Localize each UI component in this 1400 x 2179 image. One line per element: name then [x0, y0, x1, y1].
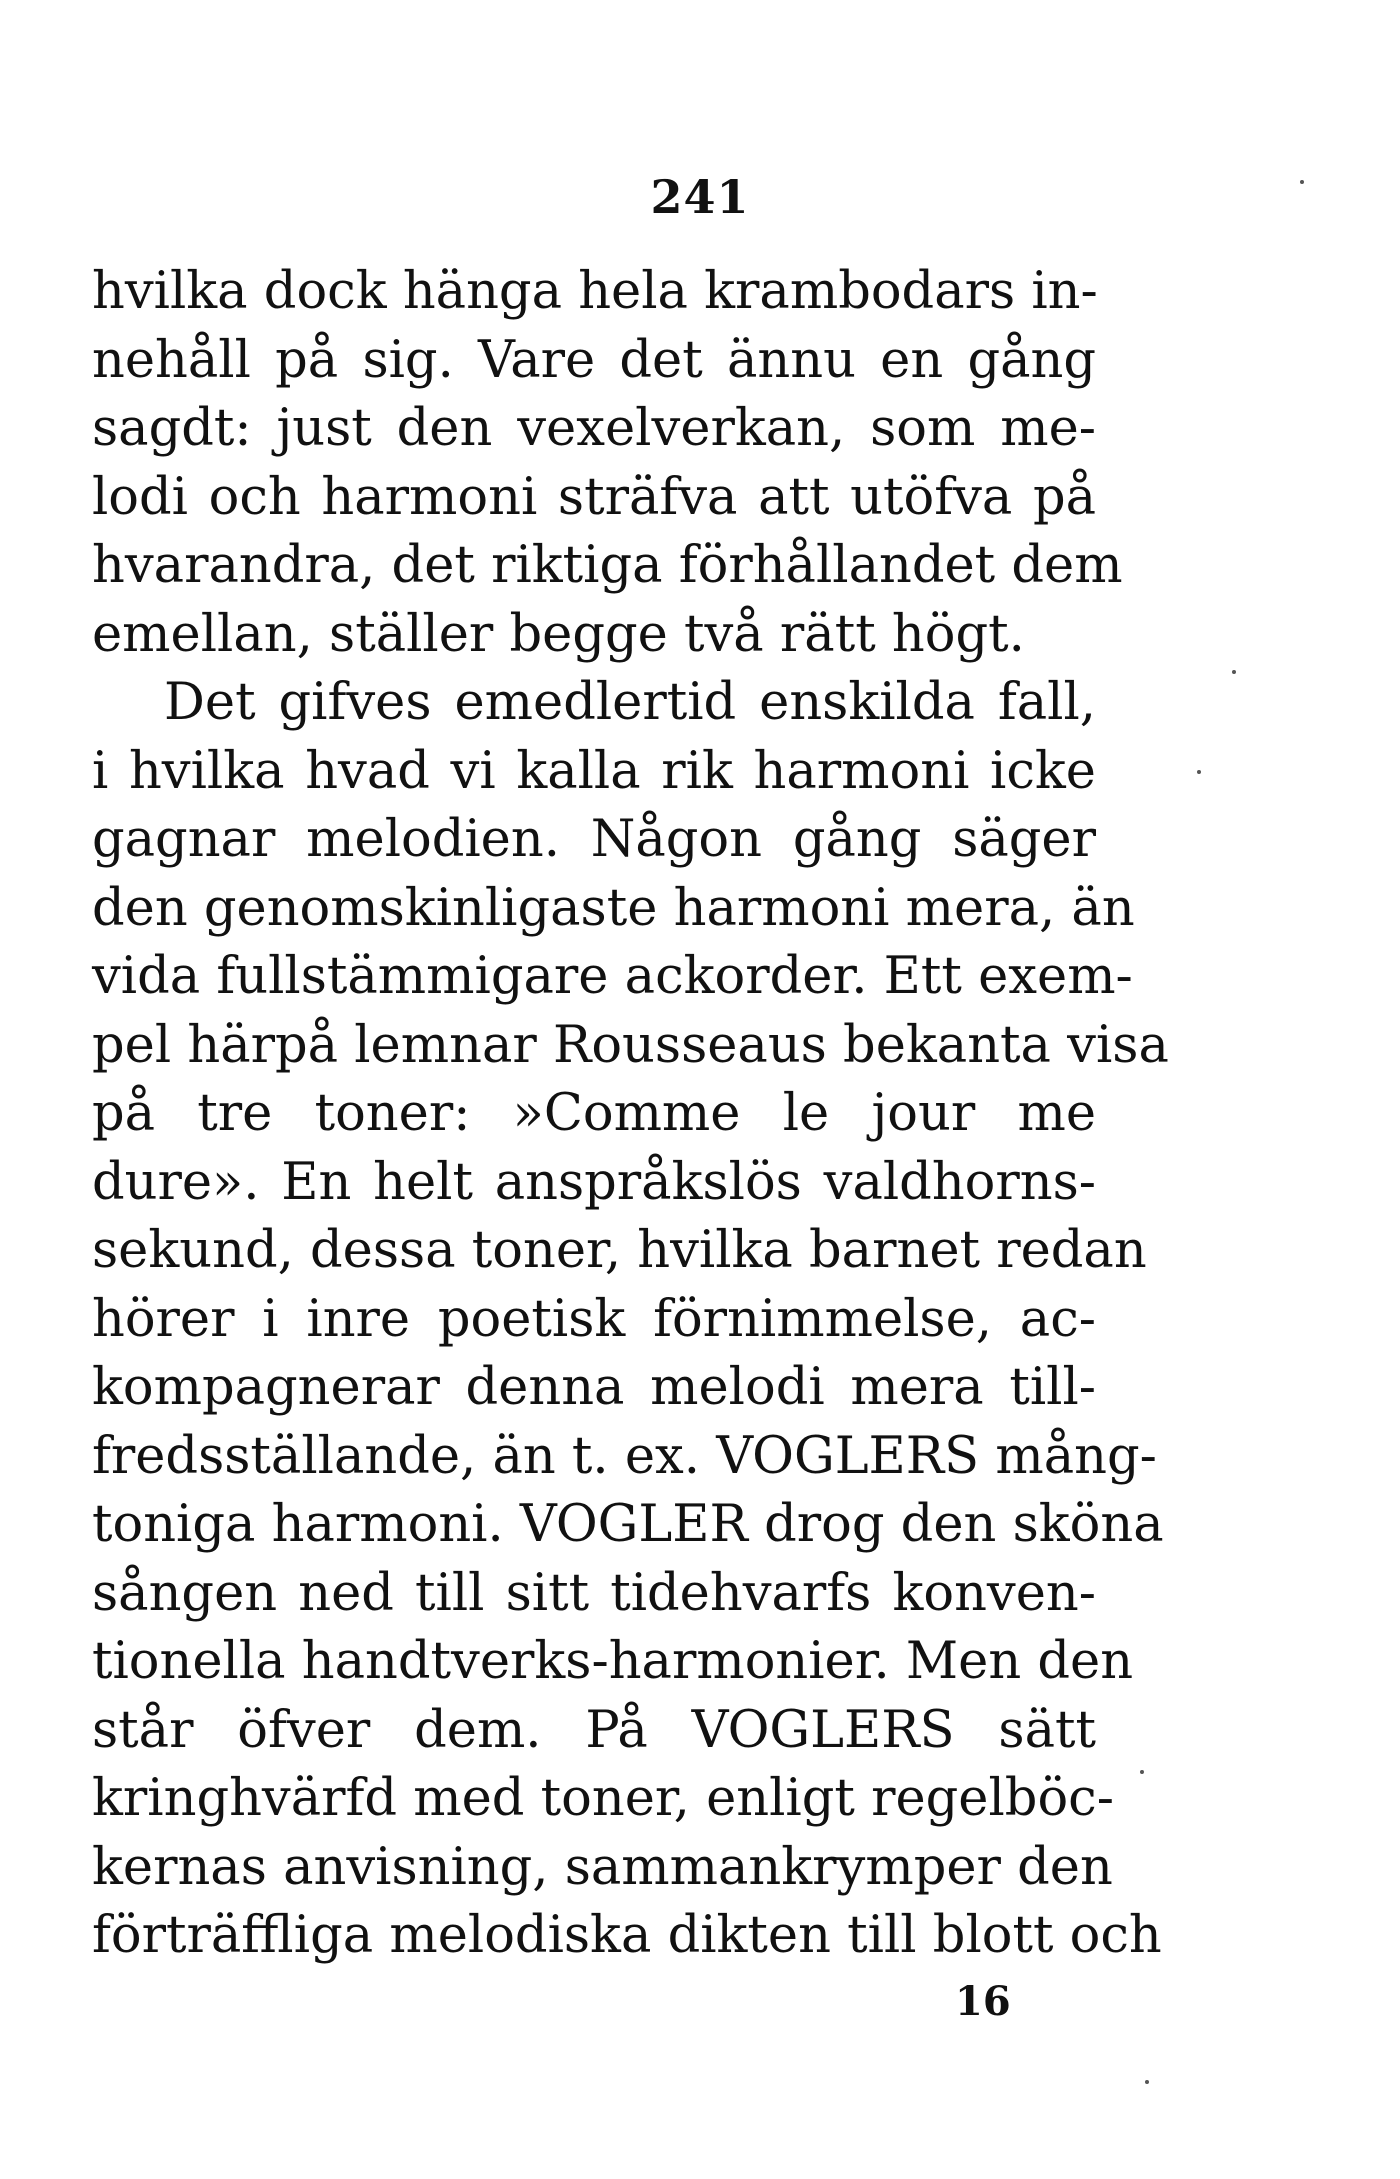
text-line: hvarandra, det riktiga förhållandet dem — [92, 536, 1123, 595]
text-line: förträffliga melodiska dikten till blott och — [92, 1906, 1162, 1965]
text-line: sången ned till sitt tidehvarfs konven- — [92, 1563, 1096, 1623]
text-line: hörer i inre poetisk förnimmelse, ac- — [92, 1289, 1096, 1349]
text-line: nehåll på sig. Vare det ännu en gång — [92, 330, 1096, 390]
paper-speck — [1232, 670, 1236, 674]
text-line: står öfver dem. På VOGLERS sätt — [92, 1700, 1096, 1760]
text-line: fredsställande, än t. ex. VOGLERS mång- — [92, 1426, 1157, 1486]
paper-speck — [1197, 770, 1201, 774]
text-line: på tre toner: »Comme le jour me — [92, 1084, 1096, 1143]
body-text — [92, 258, 1169, 1971]
text-line: hvilka dock hänga hela krambodars in- — [92, 262, 1098, 321]
text-line: tionella handtverks-harmonier. Men den — [92, 1632, 1134, 1691]
text-line: sekund, dessa toner, hvilka barnet redan — [92, 1221, 1147, 1280]
text-line: kompagnerar denna melodi mera till- — [92, 1358, 1096, 1417]
text-line: toniga harmoni. VOGLER drog den sköna — [92, 1495, 1164, 1554]
text-line: kernas anvisning, sammankrymper den — [92, 1837, 1113, 1897]
text-line: dure». En helt anspråkslös valdhorns- — [92, 1152, 1096, 1212]
text-line: gagnar melodien. Någon gång säger — [92, 810, 1096, 869]
page-number: 241 — [650, 170, 750, 224]
text-line: sagdt: just den vexelverkan, som me- — [92, 399, 1096, 458]
text-line: lodi och harmoni sträfva att utöfva på — [92, 467, 1096, 527]
text-line: kringhvärfd med toner, enligt regelböc- — [92, 1769, 1114, 1828]
paper-speck — [1145, 2080, 1149, 2084]
text-line: i hvilka hvad vi kalla rik harmoni icke — [92, 741, 1096, 801]
paper-speck — [1300, 180, 1304, 184]
paper-speck — [1140, 1770, 1144, 1774]
signature-mark: 16 — [955, 1978, 1011, 2025]
text-line: emellan, ställer begge två rätt högt. — [92, 604, 1025, 664]
text-line: Det gifves emedlertid enskilda fall, — [164, 673, 1096, 732]
text-line: pel härpå lemnar Rousseaus bekanta visa — [92, 1015, 1169, 1075]
text-line: den genomskinligaste harmoni mera, än — [92, 878, 1135, 938]
text-line: vida fullstämmigare ackorder. Ett exem- — [92, 947, 1133, 1006]
